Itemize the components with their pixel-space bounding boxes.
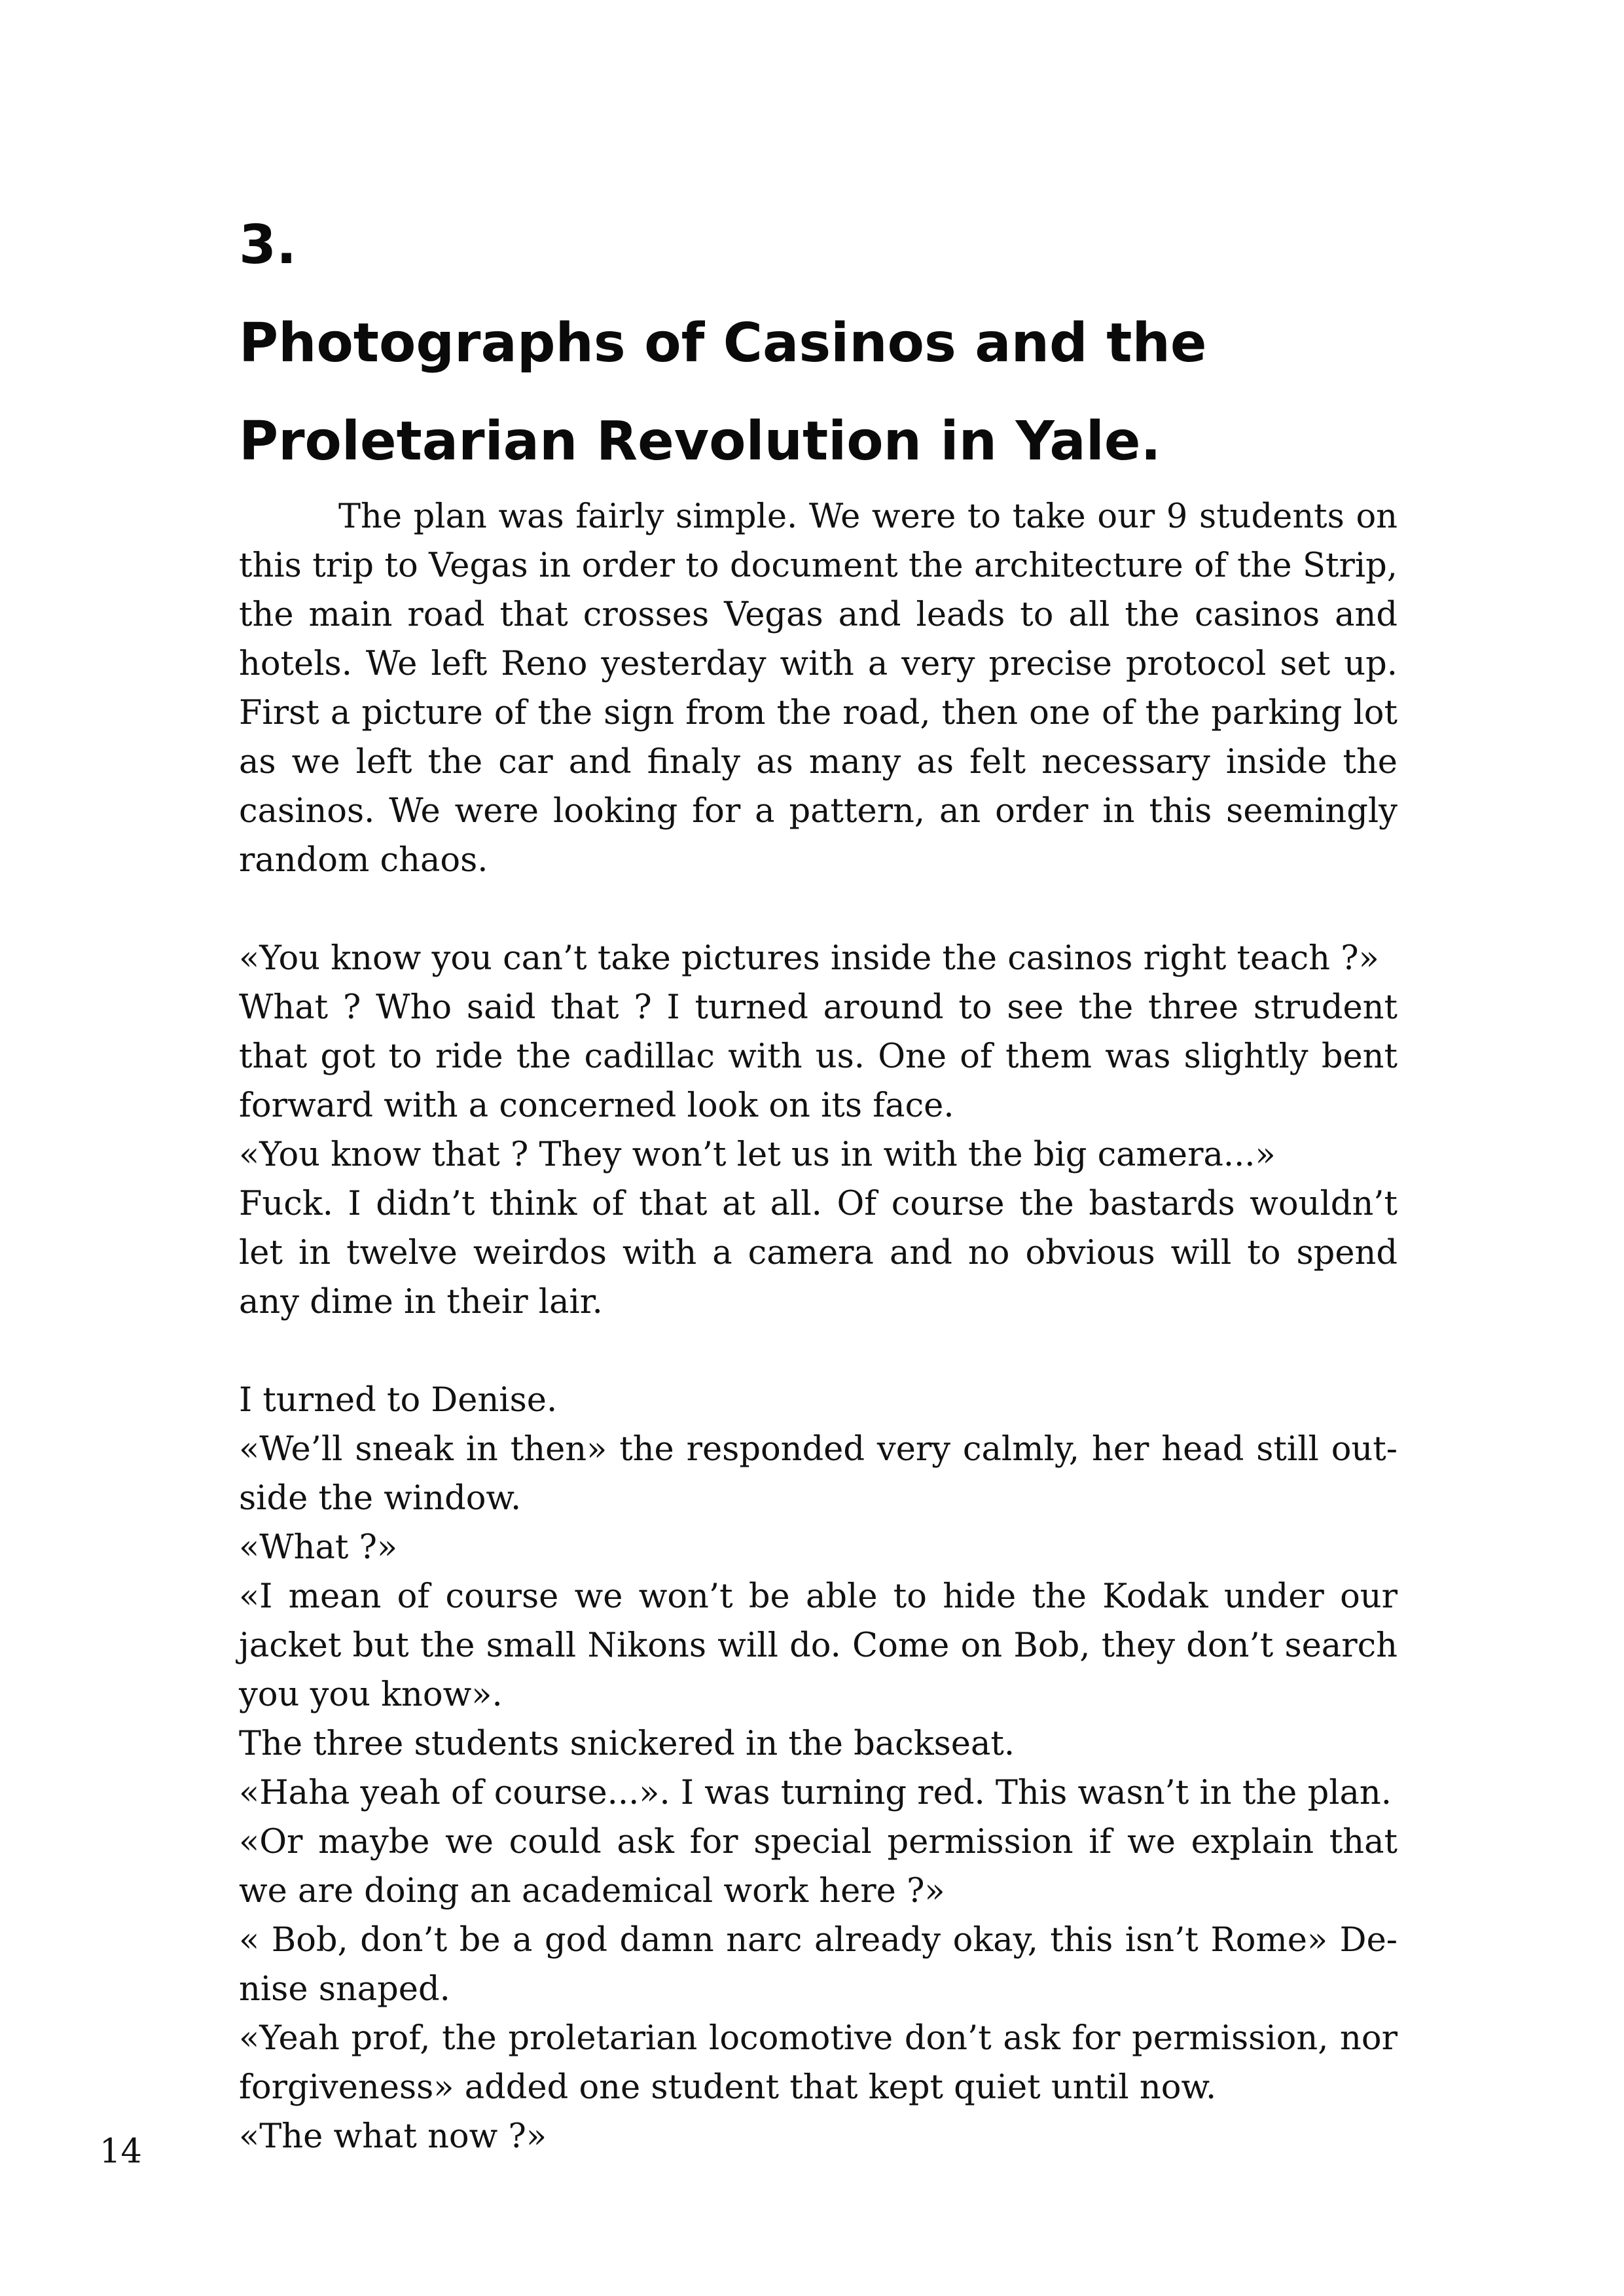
page-number: 14	[99, 2132, 142, 2171]
narrative-paragraph: What ? Who said that ? I turned around to see the three strudent that got to ride the cadillac with us. One of them was slightly bent forward with a concerned look on its face.	[239, 988, 1398, 1125]
chapter-heading	[239, 196, 1417, 491]
dialogue-line: «Yeah prof, the proletarian locomotive don’t ask for permission, nor forgiveness» added one student that kept quiet until now.	[239, 2019, 1398, 2107]
dialogue-line: «The what now ?»	[239, 2117, 547, 2156]
dialogue-line: «We’ll sneak in then» the responded very calmly, her head still outside the window.	[239, 1430, 1398, 1518]
dialogue-line: «Haha yeah of course...». I was turning red. This wasn’t in the plan.	[239, 1774, 1392, 1812]
dialogue-line: « Bob, don’t be a god damn narc already okay, this isn’t Rome» Denise snaped.	[239, 1921, 1398, 2009]
chapter-title-line-1: Photographs of Casinos and the	[239, 312, 1207, 374]
dialogue-line: «You know you can’t take pictures inside the casinos right teach ?»	[239, 939, 1379, 978]
chapter-number: 3.	[239, 214, 297, 276]
paragraph-gap	[239, 1327, 1398, 1376]
opening-paragraph: The plan was fairly simple. We were to take our 9 students on this trip to Vegas in order to document the architecture of the Strip, the main road that crosses Vegas and leads to all the casinos and hotels. We left Reno yesterday with a very precise protocol set up. First a picture of the sign from the road, then one of the parking lot as we left the car and finaly as many as felt necessary inside the casinos. We were looking for a pattern, an order in this seemingly random chaos.	[239, 497, 1398, 880]
dialogue-line: «I mean of course we won’t be able to hide the Kodak under our jacket but the small Nikons will do. Come on Bob, they don’t search you you know».	[239, 1577, 1398, 1714]
body-text	[239, 492, 1398, 2161]
paragraph-gap	[239, 885, 1398, 934]
narrative-paragraph: Fuck. I didn’t think of that at all. Of course the bastards wouldn’t let in twelve weirdos with a camera and no obvious will to spend any dime in their lair.	[239, 1185, 1398, 1321]
narrative-line: I turned to Denise.	[239, 1381, 558, 1420]
dialogue-line: «You know that ? They won’t let us in with the big camera...»	[239, 1136, 1276, 1174]
dialogue-line: «Or maybe we could ask for special permission if we explain that we are doing an academical work here ?»	[239, 1823, 1398, 1910]
narrative-line: The three students snickered in the backseat.	[239, 1725, 1015, 1763]
chapter-title-line-2: Proletarian Revolution in Yale.	[239, 410, 1161, 473]
dialogue-line: «What ?»	[239, 1528, 398, 1567]
